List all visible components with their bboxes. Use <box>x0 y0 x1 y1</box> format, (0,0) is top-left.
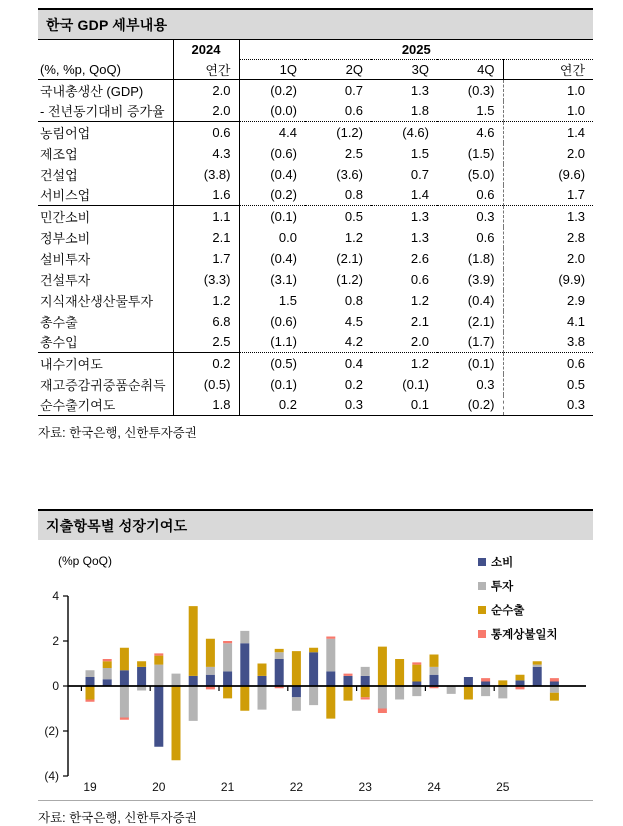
bar-segment <box>103 659 112 661</box>
legend-label: 소비 <box>491 557 514 569</box>
bar-segment <box>258 664 267 676</box>
col-header: 1Q <box>239 60 305 80</box>
bar-segment <box>189 676 198 686</box>
bar-segment <box>412 686 421 696</box>
cell-value: (9.9) <box>558 271 586 287</box>
bar-segment <box>86 677 95 686</box>
cell-value: 1.0 <box>566 103 586 119</box>
cell-value: (0.3) <box>437 80 503 101</box>
cell-value: 2.1 <box>410 313 429 329</box>
chart-title: 지출항목별 성장기여도 <box>38 509 593 540</box>
bar-segment <box>344 674 353 676</box>
bar-segment <box>361 686 370 697</box>
bar-segment <box>103 668 112 679</box>
x-tick-label: 22 <box>289 780 304 794</box>
bar-segment <box>172 686 181 760</box>
bar-segment <box>275 652 284 659</box>
cell-value: 2.9 <box>566 292 586 308</box>
gdp-table-body <box>38 80 593 416</box>
cell-value: (1.8) <box>437 248 503 269</box>
bar-segment <box>120 718 129 720</box>
bar-segment <box>550 686 559 693</box>
cell-value: 1.0 <box>566 82 586 98</box>
cell-value: (0.1) <box>239 206 305 227</box>
cell-value: 4.4 <box>239 122 305 143</box>
bar-segment <box>240 631 249 643</box>
bar-segment <box>430 655 439 667</box>
bar-segment <box>154 653 163 655</box>
cell-value: (0.0) <box>270 103 297 119</box>
bar-segment <box>223 641 232 643</box>
table-row <box>38 395 593 416</box>
bar-segment <box>206 675 215 686</box>
bar-segment <box>240 643 249 686</box>
chart-source-note: 자료: 한국은행, 신한투자증권 <box>38 811 197 825</box>
legend-item-investment <box>478 578 558 594</box>
bar-segment <box>326 671 335 686</box>
cell-value: 2.5 <box>173 332 239 353</box>
table-title: 한국 GDP 세부내용 <box>38 8 593 39</box>
chart-legend <box>478 554 558 650</box>
bar-segment <box>258 676 267 686</box>
col-header: 연간 <box>503 60 593 80</box>
cell-value: (2.1) <box>437 311 503 332</box>
cell-value: 2.0 <box>410 334 429 350</box>
discrepancy-swatch-icon <box>478 630 486 638</box>
cell-value: 0.6 <box>437 185 503 206</box>
bar-segment <box>172 674 181 686</box>
x-tick-label: 23 <box>358 780 372 794</box>
bar-segment <box>326 686 335 719</box>
cell-value: (5.0) <box>437 164 503 185</box>
bar-segment <box>361 697 370 699</box>
row-label: 총수출 <box>38 311 173 332</box>
bar-segment <box>344 686 353 701</box>
cell-value: 0.3 <box>566 397 586 413</box>
bar-segment <box>395 686 404 700</box>
y-tick-label: (2) <box>44 724 59 738</box>
bar-segment <box>137 661 146 667</box>
cell-value: 0.7 <box>410 166 429 182</box>
year-2024-header: 2024 <box>173 40 239 60</box>
bar-segment <box>498 686 507 698</box>
cell-value: 2.8 <box>566 229 586 245</box>
cell-value: 0.8 <box>344 292 363 308</box>
cell-value: (3.3) <box>173 269 239 290</box>
bar-segment <box>154 656 163 665</box>
col-header: 연간 <box>173 60 239 80</box>
bar-segment <box>516 675 525 681</box>
cell-value: (0.6) <box>270 145 297 161</box>
bar-segment <box>464 677 473 686</box>
bar-segment <box>395 659 404 686</box>
row-label: 총수입 <box>38 332 173 353</box>
row-label: 설비투자 <box>38 248 173 269</box>
bar-segment <box>120 648 129 671</box>
row-label: 건설투자 <box>38 269 173 290</box>
cell-value: 3.8 <box>566 334 586 350</box>
cell-value: 0.6 <box>410 271 429 287</box>
cell-value: 0.3 <box>437 374 503 395</box>
cell-value: 1.2 <box>410 292 429 308</box>
chart-divider <box>38 800 593 801</box>
row-label: 농림어업 <box>38 122 173 143</box>
table-row <box>38 227 593 248</box>
cell-value: (0.4) <box>270 250 297 266</box>
bar-segment <box>309 648 318 653</box>
table-row <box>38 332 593 353</box>
column-header-row <box>38 60 593 80</box>
cell-value: 1.4 <box>410 187 429 203</box>
cell-value: 0.5 <box>305 206 371 227</box>
bar-segment <box>292 686 301 697</box>
row-label: - 전년동기대비 증가율 <box>38 101 173 122</box>
cell-value: 1.2 <box>344 229 363 245</box>
table-row <box>38 353 593 374</box>
cell-value: 1.8 <box>410 103 429 119</box>
cell-value: 2.0 <box>173 101 239 122</box>
cell-value: (2.1) <box>336 250 363 266</box>
table-row <box>38 122 593 143</box>
bar-segment <box>154 665 163 686</box>
bar-segment <box>86 670 95 677</box>
empty-corner-cell <box>38 40 173 60</box>
x-tick-label: 19 <box>83 780 97 794</box>
cell-value: 0.6 <box>344 103 363 119</box>
cell-value: (9.6) <box>558 166 586 182</box>
cell-value: (0.5) <box>173 374 239 395</box>
unit-label-cell: (%, %p, QoQ) <box>38 60 173 80</box>
legend-label: 순수출 <box>491 605 525 617</box>
bar-segment <box>103 679 112 686</box>
cell-value: 1.3 <box>371 206 437 227</box>
row-label: 재고증감귀중품순취득 <box>38 374 173 395</box>
cell-value: 1.5 <box>437 101 503 122</box>
bar-segment <box>189 686 198 721</box>
y-tick-label: (4) <box>44 769 59 783</box>
table-row <box>38 101 593 122</box>
cell-value: 0.6 <box>173 122 239 143</box>
col-header: 4Q <box>437 60 503 80</box>
cell-value: (0.1) <box>270 376 297 392</box>
col-header: 3Q <box>371 60 437 80</box>
cell-value: (0.1) <box>437 353 503 374</box>
bar-segment <box>206 639 215 667</box>
cell-value: 1.6 <box>173 185 239 206</box>
bar-segment <box>275 659 284 686</box>
cell-value: 2.0 <box>566 250 586 266</box>
bar-segment <box>378 709 387 714</box>
cell-value: (3.8) <box>173 164 239 185</box>
table-row <box>38 206 593 227</box>
x-tick-label: 24 <box>427 780 441 794</box>
consumption-swatch-icon <box>478 558 486 566</box>
cell-value: 1.5 <box>278 292 297 308</box>
bar-segment <box>481 678 490 681</box>
bar-segment <box>361 667 370 676</box>
contribution-chart-section <box>38 509 593 826</box>
investment-swatch-icon <box>478 582 486 590</box>
cell-value: 0.6 <box>503 353 593 374</box>
legend-item-discrepancy <box>478 626 558 642</box>
row-label: 민간소비 <box>38 206 173 227</box>
table-source-note: 자료: 한국은행, 신한투자증권 <box>38 426 197 440</box>
cell-value: 0.1 <box>410 397 429 413</box>
cell-value: (1.7) <box>437 332 503 353</box>
cell-value: 1.4 <box>503 122 593 143</box>
cell-value: 0.8 <box>344 187 363 203</box>
cell-value: (0.2) <box>270 187 297 203</box>
row-label: 국내총생산 (GDP) <box>38 80 173 101</box>
cell-value: 0.5 <box>566 376 586 392</box>
cell-value: 6.8 <box>173 311 239 332</box>
x-tick-label: 21 <box>220 780 235 794</box>
cell-value: (0.4) <box>437 290 503 311</box>
cell-value: (0.2) <box>437 395 503 416</box>
chart-area <box>38 554 593 798</box>
year-2025-header: 2025 <box>239 40 593 60</box>
row-label: 서비스업 <box>38 185 173 206</box>
bar-segment <box>292 697 301 711</box>
bar-segment <box>223 686 232 698</box>
cell-value: (4.6) <box>371 122 437 143</box>
bar-segment <box>412 662 421 664</box>
table-row <box>38 164 593 185</box>
cell-value: (0.5) <box>239 353 305 374</box>
cell-value: 1.7 <box>173 248 239 269</box>
row-label: 정부소비 <box>38 227 173 248</box>
legend-label: 통계상불일치 <box>491 629 558 641</box>
table-row <box>38 290 593 311</box>
bar-segment <box>533 661 542 664</box>
bar-segment <box>258 686 267 710</box>
bar-segment <box>223 643 232 671</box>
cell-value: 1.2 <box>173 290 239 311</box>
table-row <box>38 248 593 269</box>
cell-value: (0.6) <box>270 313 297 329</box>
cell-value: 1.3 <box>410 229 429 245</box>
bar-segment <box>189 606 198 676</box>
cell-value: 1.3 <box>410 82 429 98</box>
net-exports-swatch-icon <box>478 606 486 614</box>
x-tick-label: 20 <box>152 780 166 794</box>
bar-segment <box>206 667 215 675</box>
cell-value: 2.5 <box>344 145 363 161</box>
bar-segment <box>292 651 301 686</box>
bar-segment <box>533 665 542 667</box>
bar-segment <box>361 676 370 686</box>
cell-value: (0.2) <box>270 82 297 98</box>
bar-segment <box>154 686 163 747</box>
cell-value: 2.6 <box>410 250 429 266</box>
cell-value: 1.3 <box>503 206 593 227</box>
bar-segment <box>430 675 439 686</box>
bar-segment <box>464 686 473 700</box>
row-label: 순수출기여도 <box>38 395 173 416</box>
cell-value: (3.1) <box>270 271 297 287</box>
cell-value: 1.7 <box>566 187 586 203</box>
col-header: 2Q <box>305 60 371 80</box>
legend-item-consumption <box>478 554 558 570</box>
table-row <box>38 374 593 395</box>
cell-value: 0.4 <box>305 353 371 374</box>
cell-value: 1.8 <box>173 395 239 416</box>
bar-segment <box>378 647 387 686</box>
y-axis-unit-label: (%p QoQ) <box>58 554 113 568</box>
cell-value: 0.0 <box>278 229 297 245</box>
y-tick-label: 2 <box>52 634 59 648</box>
bar-segment <box>137 667 146 686</box>
bar-segment <box>240 686 249 711</box>
gdp-table-section <box>38 8 593 441</box>
year-header-row <box>38 40 593 60</box>
cell-value: 2.0 <box>566 145 586 161</box>
cell-value: (0.1) <box>402 376 429 392</box>
bar-segment <box>378 686 387 709</box>
bar-segment <box>344 676 353 686</box>
table-row <box>38 80 593 101</box>
cell-value: 0.3 <box>437 206 503 227</box>
cell-value: (0.4) <box>270 166 297 182</box>
cell-value: 2.1 <box>173 227 239 248</box>
cell-value: (1.2) <box>336 271 363 287</box>
bar-segment <box>223 671 232 686</box>
legend-label: 투자 <box>491 581 514 593</box>
row-label: 지식재산생산물투자 <box>38 290 173 311</box>
y-tick-label: 0 <box>52 679 59 693</box>
cell-value: 4.5 <box>344 313 363 329</box>
bar-segment <box>412 665 421 682</box>
cell-value: 4.3 <box>173 143 239 164</box>
table-row <box>38 311 593 332</box>
cell-value: 4.6 <box>437 122 503 143</box>
x-tick-label: 25 <box>496 780 510 794</box>
cell-value: 0.2 <box>173 353 239 374</box>
cell-value: (3.9) <box>437 269 503 290</box>
cell-value: 0.2 <box>344 376 363 392</box>
legend-item-net-exports <box>478 602 558 618</box>
y-tick-label: 4 <box>52 589 59 603</box>
cell-value: 0.6 <box>437 227 503 248</box>
cell-value: 2.0 <box>173 80 239 101</box>
cell-value: 1.2 <box>371 353 437 374</box>
row-label: 건설업 <box>38 164 173 185</box>
bar-segment <box>103 661 112 668</box>
cell-value: 0.7 <box>344 82 363 98</box>
bar-segment <box>120 670 129 686</box>
table-row <box>38 143 593 164</box>
bar-segment <box>550 678 559 681</box>
row-label: 내수기여도 <box>38 353 173 374</box>
cell-value: 0.2 <box>278 397 297 413</box>
bar-segment <box>447 686 456 694</box>
table-row <box>38 269 593 290</box>
bar-segment <box>120 686 129 718</box>
bar-segment <box>309 686 318 705</box>
bar-segment <box>86 686 95 700</box>
cell-value: (1.5) <box>437 143 503 164</box>
bar-segment <box>275 649 284 652</box>
cell-value: 4.2 <box>344 334 363 350</box>
bar-segment <box>326 637 335 639</box>
cell-value: (1.2) <box>305 122 371 143</box>
bar-segment <box>86 700 95 702</box>
row-label: 제조업 <box>38 143 173 164</box>
bar-segment <box>309 652 318 686</box>
bar-segment <box>533 667 542 686</box>
gdp-table <box>38 39 593 416</box>
bar-segment <box>481 686 490 696</box>
cell-value: 1.5 <box>410 145 429 161</box>
table-row <box>38 185 593 206</box>
cell-value: (3.6) <box>336 166 363 182</box>
cell-value: (1.1) <box>270 334 297 350</box>
bar-segment <box>326 639 335 672</box>
cell-value: 1.1 <box>173 206 239 227</box>
bar-segment <box>550 693 559 701</box>
cell-value: 4.1 <box>566 313 586 329</box>
cell-value: 0.3 <box>344 397 363 413</box>
bar-segment <box>430 667 439 675</box>
